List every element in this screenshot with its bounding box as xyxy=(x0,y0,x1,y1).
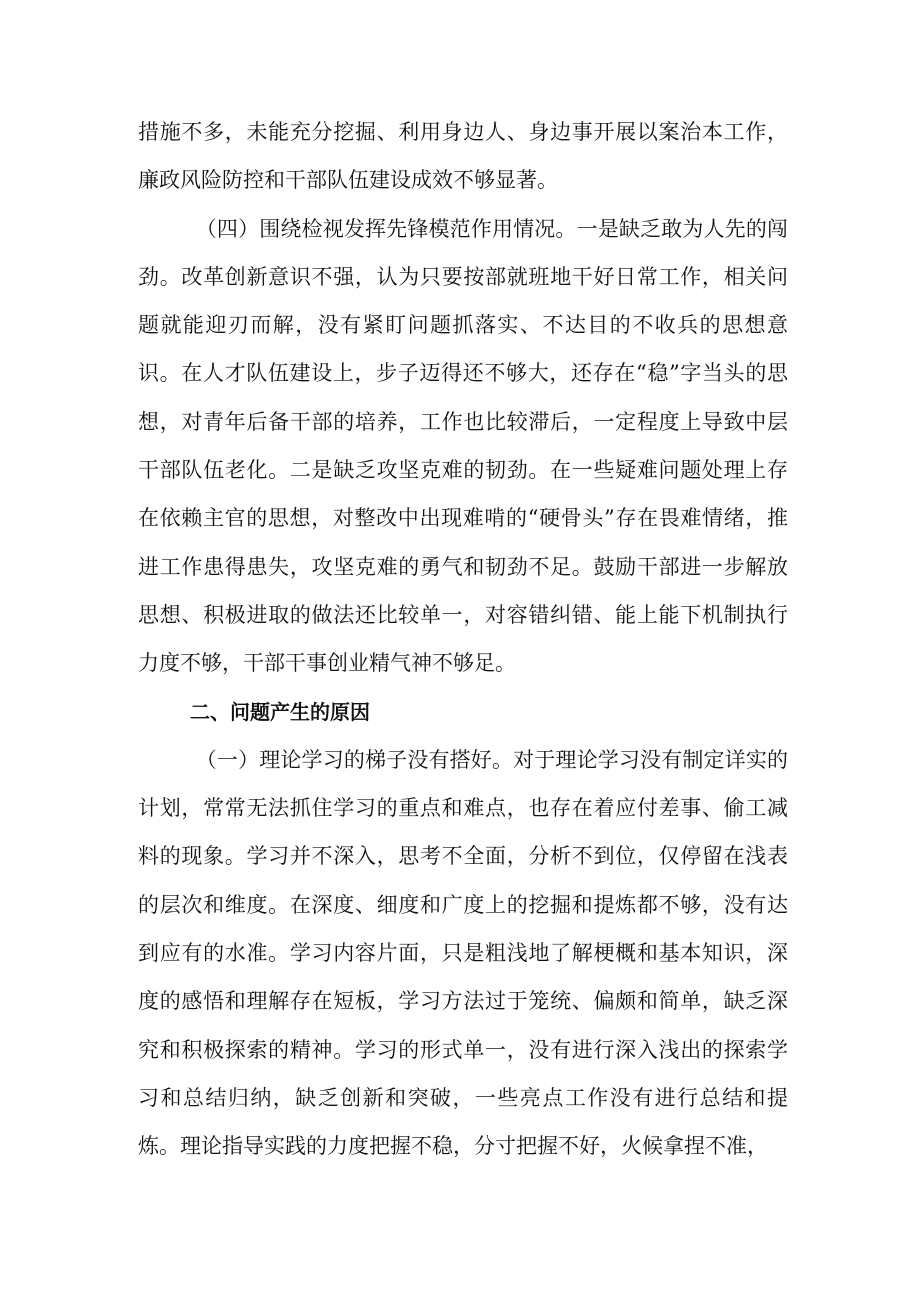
paragraph-section-four: （四）围绕检视发挥先锋模范作用情况。一是缺乏敢为人先的闯劲。改革创新意识不强，认为只要按部就班地干好日常工作，相关问题就能迎刃而解，没有紧盯问题抓落实、不达目的不收兵的思想意识。在人才队伍建设上，步子迈得还不够大，还存在“稳”字当头的思想，对青年后备干部的培养，工作也比较滞后，一定程度上导致中层干部队伍老化。二是缺乏攻坚克难的韧劲。在一些疑难问题处理上存在依赖主官的思想，对整改中出现难啃的“硬骨头”存在畏难情绪，推进工作患得患失，攻坚克难的勇气和韧劲不足。鼓励干部进一步解放思想、积极进取的做法还比较单一，对容错纠错、能上能下机制执行力度不够，干部干事创业精气神不够足。 xyxy=(138,216,788,676)
paragraph-continuation: 措施不多，未能充分挖掘、利用身边人、身边事开展以案治本工作，廉政风险防控和干部队伍建设成效不够显著。 xyxy=(138,120,788,193)
section-heading: 二、问题产生的原因 xyxy=(190,699,370,724)
paragraph-cause-one: （一）理论学习的梯子没有搭好。对于理论学习没有制定详实的计划，常常无法抓住学习的重点和难点，也存在着应付差事、偷工减料的现象。学习并不深入，思考不全面，分析不到位，仅停留在浅表的层次和维度。在深度、细度和广度上的挖掘和提炼都不够，没有达到应有的水准。学习内容片面，只是粗浅地了解梗概和基本知识，深度的感悟和理解存在短板，学习方法过于笼统、偏颇和简单，缺乏深究和积极探索的精神。学习的形式单一，没有进行深入浅出的探索学习和总结归纳，缺乏创新和突破，一些亮点工作没有进行总结和提炼。理论指导实践的力度把握不稳，分寸把握不好，火候拿捏不准， xyxy=(138,747,788,1159)
document-body xyxy=(138,108,788,1171)
